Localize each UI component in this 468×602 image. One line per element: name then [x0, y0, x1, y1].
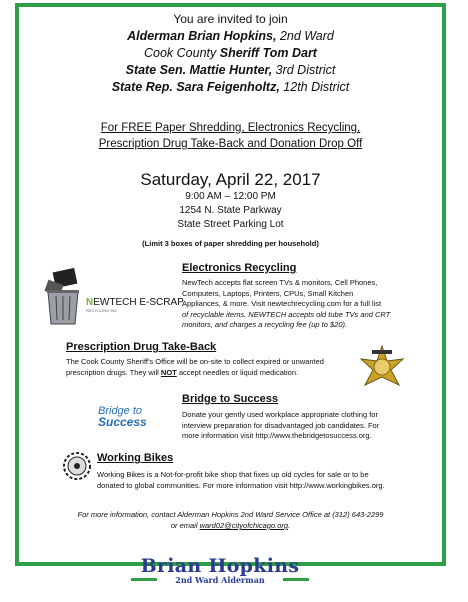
event-address: 1254 N. State Parkway — [179, 205, 282, 216]
event-location: State Street Parking Lot — [177, 219, 284, 230]
host-feigenholtz: State Rep. Sara Feigenholtz, 12th District — [111, 80, 350, 94]
electronics-description: NewTech accepts flat screen TVs & monitors, Cell Phones, Computers, Laptops, Printers, CPUs, Small Kitchen Appliances, & more. Visit newtechrecycling.com for a full list of recyclable items. NEWTECH accepts old tube TVs and CRT monitors, and charges a recycling fee (up to $20). — [182, 278, 391, 329]
host-hunter: State Sen. Mattie Hunter, 3rd District — [125, 63, 336, 77]
shredding-limit: (Limit 3 boxes of paper shredding per household) — [142, 239, 319, 248]
electronics-bin-image — [44, 268, 82, 326]
event-services-line1: For FREE Paper Shredding, Electronics Recycling, — [100, 122, 361, 134]
drug-takeback-heading: Prescription Drug Take-Back — [66, 341, 217, 353]
bridge-description: Donate your gently used workplace appropriate clothing for interview preparation for disadvantaged job candidates. For more information visit http://www.thebridgetosuccess.org. — [182, 410, 380, 440]
brian-hopkins-logo: Brian Hopkins 2nd Ward Alderman — [131, 556, 309, 585]
email-link[interactable]: ward02@cityofchicago.org — [199, 521, 289, 530]
newtech-logo: NEWTECH E-SCRAP RECYCLING INC — [86, 297, 184, 313]
invite-text: You are invited to join — [173, 12, 288, 26]
working-bikes-gear-icon — [62, 451, 92, 481]
working-bikes-heading: Working Bikes — [97, 452, 174, 464]
host-hopkins: Alderman Brian Hopkins, 2nd Ward — [127, 29, 334, 43]
contact-info: For more information, contact Alderman Hopkins 2nd Ward Service Office at (312) 643-2299 or email ward02@cityofchicago.org. — [77, 510, 384, 530]
host-dart: Cook County Sheriff Tom Dart — [144, 46, 317, 60]
working-bikes-description: Working Bikes is a Not-for-profit bike shop that fixes up old cycles for sale or to be donated to global communities. For more information visit http://www.workingbikes.org. — [97, 470, 385, 490]
electronics-heading: Electronics Recycling — [182, 262, 297, 274]
event-date: Saturday, April 22, 2017 — [140, 170, 321, 189]
event-services — [19, 120, 442, 152]
event-time: 9:00 AM – 12:00 PM — [185, 191, 276, 202]
bridge-to-success-logo: Bridge to Success — [98, 405, 147, 429]
sheriff-badge-icon — [358, 345, 406, 393]
bridge-heading: Bridge to Success — [182, 393, 278, 405]
event-details — [19, 190, 442, 232]
host-list — [19, 28, 442, 96]
drug-takeback-description: The Cook County Sheriff's Office will be on-site to collect expired or unwanted prescription drugs. They will NOT accept needles or liquid medication. — [66, 357, 324, 377]
event-services-line2: Prescription Drug Take-Back and Donation Drop Off — [98, 138, 363, 150]
